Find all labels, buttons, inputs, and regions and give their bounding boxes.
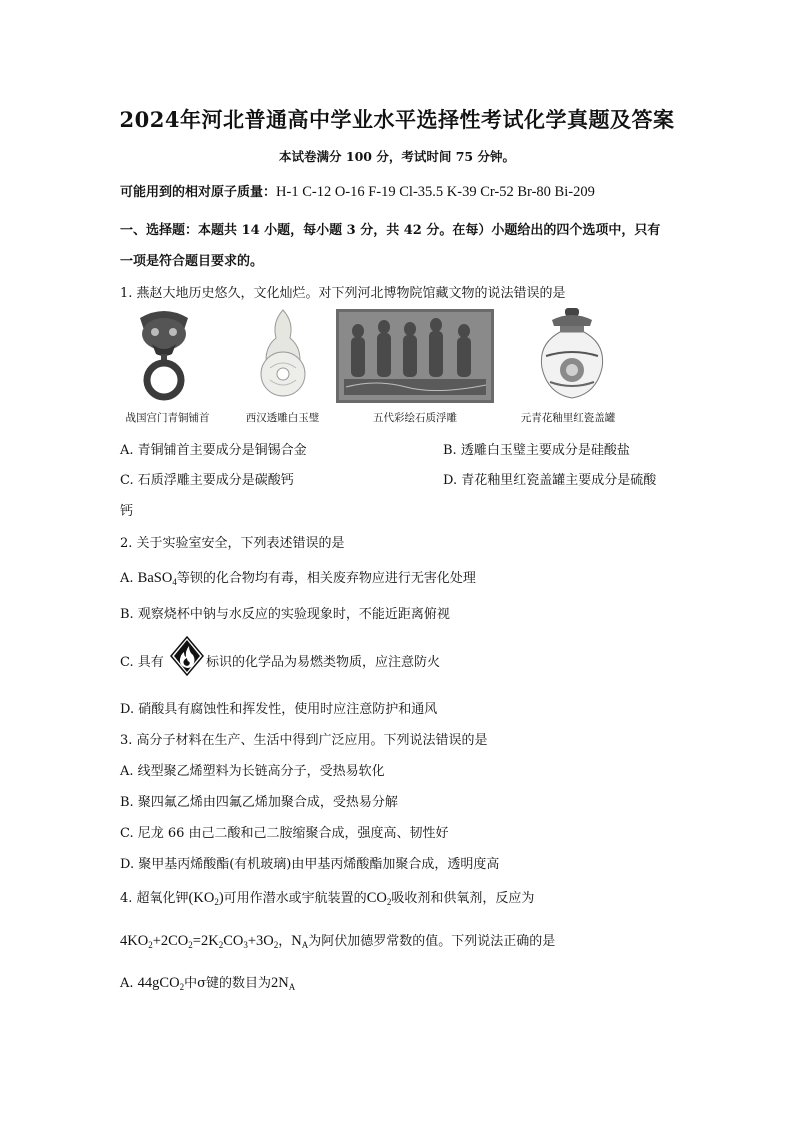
page-title: 2024年河北普通高中学业水平选择性考试化学真题及答案	[119, 107, 675, 132]
q2-stem: 2. 关于实验室安全，下列表述错误的是	[120, 536, 345, 551]
eq-sub-5: 2	[273, 940, 279, 950]
q3-stem: 3. 高分子材料在生产、生活中得到广泛应用。下列说法错误的是	[120, 733, 488, 748]
na-subscript: A	[301, 940, 309, 950]
mass-co2-subscript: 2	[179, 982, 185, 992]
q1-option-b: B. 透雕白玉璧主要成分是硅酸盐	[443, 443, 630, 458]
q3-option-b: B. 聚四氟乙烯由四氟乙烯加聚合成，受热易分解	[120, 795, 398, 810]
caption-stone-relief: 五代彩绘石质浮雕	[373, 412, 457, 424]
q2-option-d: D. 硝酸具有腐蚀性和挥发性，使用时应注意防护和通风	[120, 702, 438, 717]
eq-sub-4: 3	[243, 940, 248, 950]
q4-equation-line	[120, 930, 555, 950]
sigma-count	[271, 975, 295, 991]
ko2-formula	[189, 890, 224, 906]
porcelain-jar-image	[536, 306, 608, 402]
atomic-masses-label: 可能用到的相对原子质量：	[120, 185, 277, 200]
eq-part-1: 4KO	[120, 933, 149, 949]
ko2-close: )	[218, 890, 224, 906]
mass-co2-main: 44gCO	[137, 975, 180, 991]
q1-stem: 1. 燕赵大地历史悠久，文化灿烂。对下列河北博物院馆藏文物的说法错误的是	[120, 286, 566, 301]
sigma-count-main: 2N	[270, 975, 289, 991]
eq-sub-1: 2	[148, 940, 153, 950]
section1-line1: 一、选择题：本题共 14 小题，每小题 3 分，共 42 分。在每）小题给出的四个选项中，只有	[120, 223, 661, 238]
na-main: N	[291, 933, 302, 949]
q1-option-d: D. 青花釉里红瓷盖罐主要成分是硫酸	[443, 473, 657, 488]
co2-main: CO	[366, 890, 387, 906]
eq-part-2: +2CO	[152, 933, 189, 949]
eq-separator: ，	[278, 934, 292, 949]
caption-bronze-knocker: 战国宫门青铜铺首	[125, 412, 210, 424]
mass-co2	[138, 975, 184, 991]
q2-option-a-prefix: A.	[120, 571, 134, 586]
ko2-subscript: 2	[214, 897, 219, 907]
baso4-subscript: 4	[172, 577, 177, 587]
q2-option-a-text: 等钡的化合物均有毒，相关废弃物应进行无害化处理	[176, 571, 476, 586]
atomic-masses-values: H-1 C-12 O-16 F-19 Cl-35.5 K-39 Cr-52 Br-80 Bi-209	[276, 184, 595, 200]
q2-option-a	[120, 567, 476, 587]
section1-line2: 一项是符合题目要求的。	[120, 254, 264, 269]
sigma-count-subscript: A	[288, 982, 296, 992]
eq-sub-3: 2	[218, 940, 224, 950]
q4-option-a	[120, 972, 295, 992]
baso4-formula	[138, 570, 177, 586]
q4-stem	[120, 887, 534, 907]
jade-disc-image	[258, 308, 308, 402]
reaction-equation	[120, 933, 278, 949]
q4-stem-c: 吸收剂和供氧剂，反应为	[391, 891, 535, 906]
q1-option-d-continued: 钙	[120, 504, 134, 519]
q1-option-a: A. 青铜铺首主要成分是铜锡合金	[120, 443, 307, 458]
co2-formula	[367, 890, 392, 906]
flammable-icon	[170, 636, 204, 676]
avogadro-symbol	[291, 933, 308, 949]
caption-porcelain-jar: 元青花釉里红瓷盖罐	[520, 412, 616, 424]
q4-option-a-mid: 中σ键的数目为	[184, 976, 271, 991]
eq-part-3: =2K	[192, 933, 219, 949]
exam-info: 本试卷满分 100 分，考试时间 75 分钟。	[279, 149, 515, 164]
q2-option-c-suffix: 标识的化学品为易燃类物质，应注意防火	[206, 655, 441, 670]
q3-option-c: C. 尼龙 66 由己二酸和己二胺缩聚合成，强度高、韧性好	[120, 826, 449, 841]
caption-jade-disc: 西汉透雕白玉璧	[245, 412, 320, 424]
baso4-main: BaSO	[137, 570, 173, 586]
ko2-open: (KO	[188, 890, 215, 906]
q2-option-c-prefix: C. 具有	[120, 655, 164, 670]
q4-stem-b: 可用作潜水或宇航装置的	[223, 891, 367, 906]
eq-part-4: CO	[223, 933, 244, 949]
stone-relief-image	[336, 309, 494, 403]
q2-option-b: B. 观察烧杯中钠与水反应的实验现象时，不能近距离俯视	[120, 607, 450, 622]
q4-stem-a: 4. 超氧化钾	[120, 891, 189, 906]
eq-part-5: +3O	[247, 933, 274, 949]
q1-option-c: C. 石质浮雕主要成分是碳酸钙	[120, 473, 294, 488]
q4-option-a-prefix: A.	[120, 976, 134, 991]
eq-sub-2: 2	[188, 940, 193, 950]
atomic-masses	[120, 181, 595, 201]
q3-option-d: D. 聚甲基丙烯酸酯(有机玻璃)由甲基丙烯酸酯加聚合成，透明度高	[120, 857, 500, 872]
co2-subscript: 2	[386, 897, 392, 907]
q4-equation-text: 为阿伏加德罗常数的值。下列说法正确的是	[308, 934, 556, 949]
bronze-knocker-image	[134, 308, 194, 402]
q3-option-a: A. 线型聚乙烯塑料为长链高分子，受热易软化	[120, 764, 385, 779]
